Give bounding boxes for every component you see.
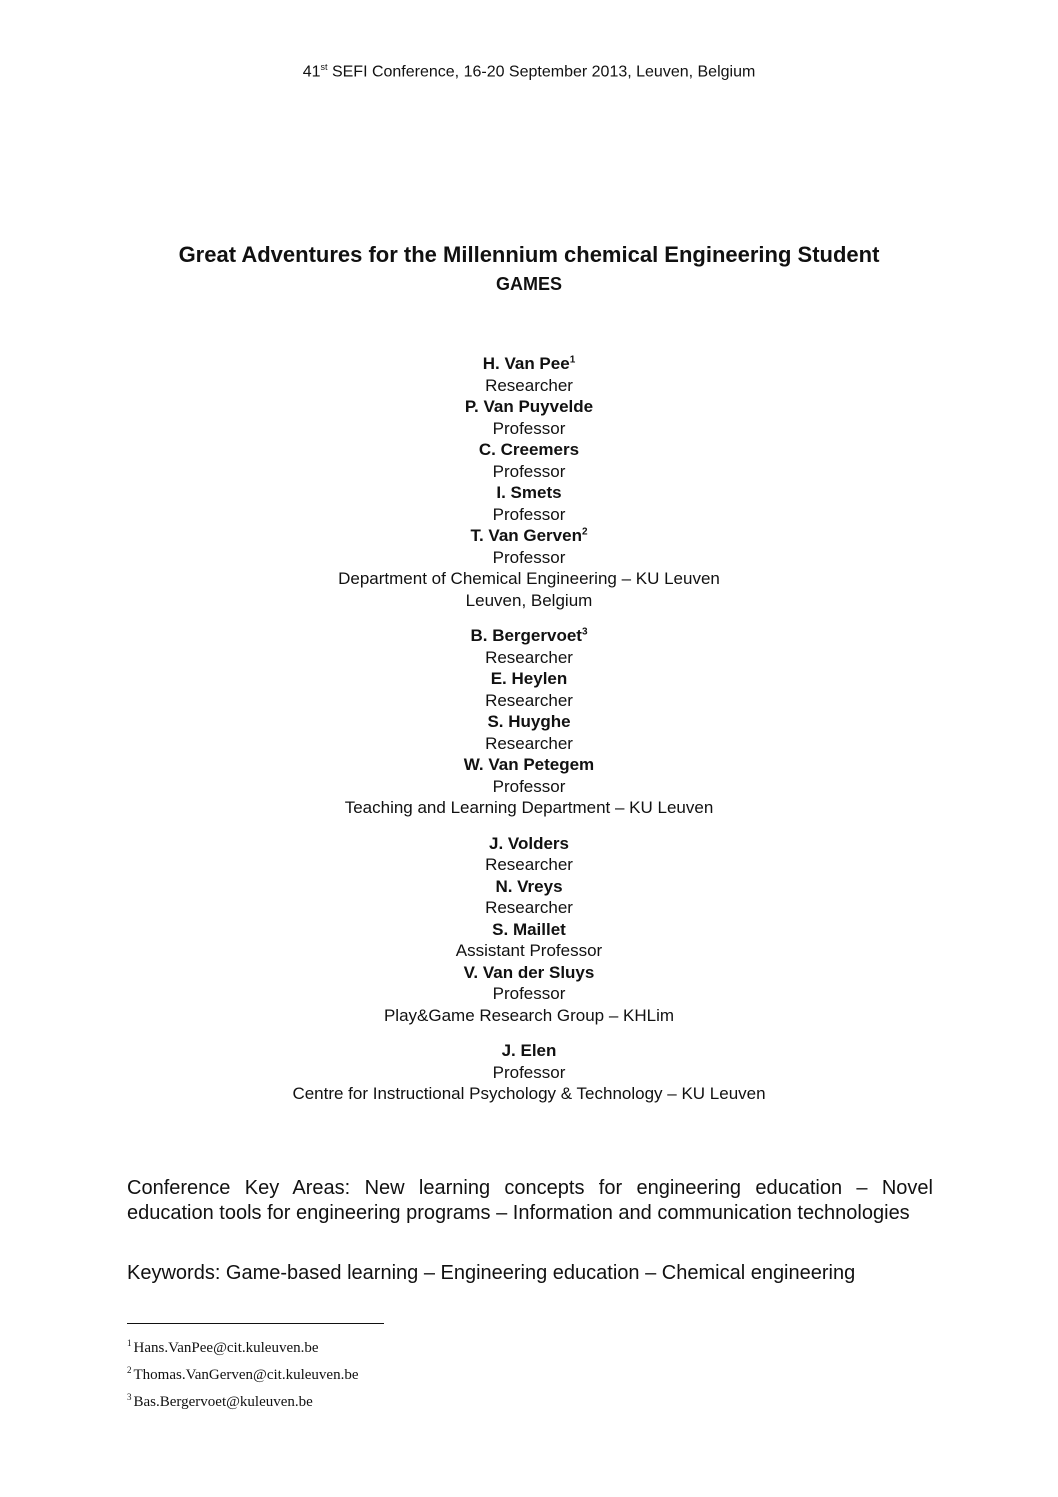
author-role: Researcher: [485, 855, 573, 874]
author-role: Professor: [492, 418, 566, 438]
author-name: [0, 876, 1058, 898]
conference-key-areas: Conference Key Areas: New learning concepts for engineering education – Novel education tools for engineering programs – Information and communication technologies: [127, 1177, 933, 1224]
author-name-text: S. Huyghe: [487, 712, 571, 731]
header-ordinal-suffix: st: [320, 62, 328, 72]
author-role: Professor: [492, 504, 566, 524]
author-role: Researcher: [485, 733, 573, 753]
author-name: [0, 482, 1058, 504]
paper-title: Great Adventures for the Millennium chemical Engineering Student: [178, 242, 880, 267]
footnote-email: Hans.VanPee@cit.kuleuven.be: [133, 1340, 319, 1356]
footnote: [127, 1386, 359, 1413]
author-name: [0, 396, 1058, 418]
author-name: [0, 711, 1058, 733]
author-name-text: N. Vreys: [495, 876, 563, 896]
author-name: [0, 353, 1058, 375]
author-role: Professor: [492, 984, 566, 1003]
author-name-text: C. Creemers: [478, 440, 580, 459]
footnote-number: 1: [127, 1338, 132, 1348]
author-name: [0, 668, 1058, 690]
footnote-marker: 2: [581, 526, 588, 538]
author-group: [0, 833, 1058, 1027]
author-name: [0, 962, 1058, 984]
author-role: Professor: [492, 547, 566, 567]
affiliation-line: Centre for Instructional Psychology & Technology – KU Leuven: [292, 1084, 766, 1103]
author-name-text: T. Van Gerven: [470, 526, 582, 545]
author-group: [0, 353, 1058, 611]
author-role: Researcher: [485, 690, 573, 710]
footnotes: [127, 1332, 359, 1413]
author-name-text: B. Bergervoet: [470, 626, 582, 645]
footnote-email: Thomas.VanGerven@cit.kuleuven.be: [133, 1367, 359, 1383]
header-text: SEFI Conference, 16-20 September 2013, Leuven, Belgium: [327, 63, 756, 81]
author-name: [0, 439, 1058, 461]
affiliation-line: Leuven, Belgium: [465, 590, 593, 610]
author-role: Professor: [492, 1062, 566, 1082]
author-name-text: W. Van Petegem: [463, 755, 595, 774]
footnote-email: Bas.Bergervoet@kuleuven.be: [133, 1394, 313, 1410]
affiliation-line: Play&Game Research Group – KHLim: [383, 1005, 675, 1025]
running-header: [0, 62, 1058, 81]
author-name-text: J. Elen: [501, 1041, 557, 1060]
author-role: Researcher: [485, 375, 573, 395]
author-group: [0, 625, 1058, 819]
author-name-text: S. Maillet: [492, 919, 566, 939]
author-name-text: I. Smets: [496, 483, 562, 502]
footnote-marker: 3: [581, 626, 588, 638]
affiliation-line: Department of Chemical Engineering – KU Leuven: [338, 569, 720, 588]
footnote-divider: [127, 1323, 384, 1324]
paper-subtitle: GAMES: [495, 274, 562, 294]
footnote: [127, 1332, 359, 1359]
author-name-text: V. Van der Sluys: [463, 962, 595, 982]
author-list: [0, 353, 1058, 1119]
author-role: Researcher: [485, 647, 573, 667]
author-name: [0, 525, 1058, 547]
footnote-number: 2: [127, 1365, 132, 1375]
author-name-text: H. Van Pee: [482, 354, 570, 373]
author-group: [0, 1040, 1058, 1105]
keywords: Keywords: Game-based learning – Engineering education – Chemical engineering: [127, 1262, 856, 1284]
author-role: Assistant Professor: [455, 941, 603, 960]
author-role: Professor: [492, 776, 566, 796]
author-name: [0, 919, 1058, 941]
author-name: [0, 833, 1058, 855]
author-role: Researcher: [485, 898, 573, 917]
author-name: [0, 1040, 1058, 1062]
author-name: [0, 754, 1058, 776]
header-ordinal: 41: [302, 63, 321, 81]
footnote-number: 3: [127, 1392, 132, 1402]
author-name-text: J. Volders: [489, 833, 569, 853]
author-name-text: E. Heylen: [490, 669, 568, 688]
author-role: Professor: [492, 461, 566, 481]
affiliation-line: Teaching and Learning Department – KU Leuven: [344, 798, 714, 817]
footnote-marker: 1: [569, 354, 576, 366]
author-name: [0, 625, 1058, 647]
author-name-text: P. Van Puyvelde: [464, 397, 594, 416]
footnote: [127, 1359, 359, 1386]
